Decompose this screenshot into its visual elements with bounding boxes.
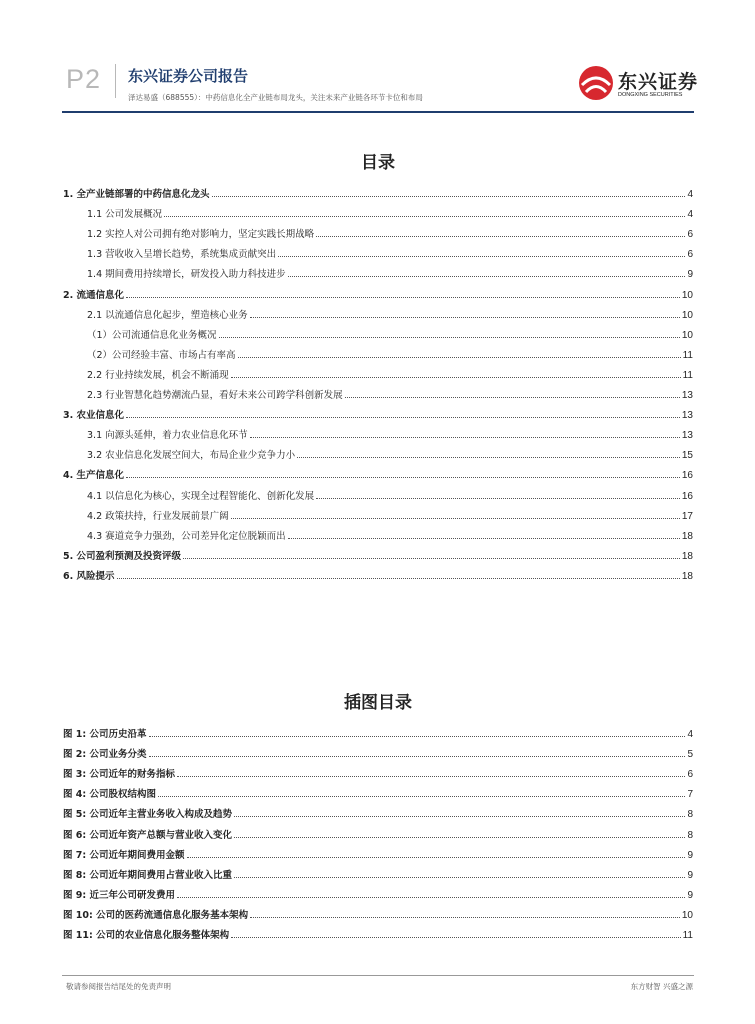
figure-entry-page: 10 [681, 909, 693, 921]
dot-leader [149, 756, 686, 757]
figure-entry-page: 11 [682, 930, 693, 942]
dot-leader [345, 397, 680, 398]
dot-leader [231, 518, 680, 519]
toc-entry-page: 10 [681, 289, 693, 301]
figure-entry[interactable] [63, 740, 693, 760]
toc-entry[interactable] [63, 522, 693, 542]
figure-entry[interactable] [63, 720, 693, 740]
toc-entry[interactable] [63, 341, 693, 361]
logo-text-en: DONGXING SECURITIES [618, 92, 683, 98]
figure-entry-label: 图 6: 公司近年资产总额与营业收入变化 [63, 829, 233, 841]
dot-leader [316, 236, 685, 237]
toc-entry[interactable] [63, 321, 693, 341]
figure-entry-label: 图 3: 公司近年的财务指标 [63, 769, 176, 781]
toc-entry[interactable] [63, 240, 693, 260]
dot-leader [250, 437, 680, 438]
dot-leader [117, 578, 680, 579]
dot-leader [234, 837, 685, 838]
toc-entry[interactable] [63, 200, 693, 220]
figure-entry-label: 图 9: 近三年公司研发费用 [63, 889, 176, 901]
table-of-contents [63, 180, 693, 582]
toc-entry-page: 4 [687, 209, 693, 221]
figure-entry[interactable] [63, 841, 693, 861]
toc-entry-label: 4.3 赛道竞争力强劲，公司差异化定位脱颖而出 [87, 530, 286, 542]
dot-leader [231, 937, 680, 938]
toc-entry-label: 2. 流通信息化 [63, 289, 125, 301]
toc-heading: 目录 [361, 153, 395, 173]
figure-entry[interactable] [63, 760, 693, 780]
toc-entry-label: 2.3 行业智慧化趋势潮流凸显，看好未来公司跨学科创新发展 [87, 390, 343, 402]
toc-entry-page: 15 [681, 450, 693, 462]
toc-entry-label: 3.1 向源头延伸，着力农业信息化环节 [87, 430, 248, 442]
dot-leader [126, 417, 680, 418]
figure-entry-label: 图 7: 公司近年期间费用金额 [63, 849, 185, 861]
toc-entry-label: 3. 农业信息化 [63, 410, 125, 422]
toc-entry-page: 6 [687, 229, 693, 241]
toc-entry[interactable] [63, 260, 693, 280]
toc-entry-label: 1. 全产业链部署的中药信息化龙头 [63, 189, 210, 201]
figure-entry-label: 图 11: 公司的农业信息化服务整体架构 [63, 930, 230, 942]
toc-entry-label: 5. 公司盈利预测及投资评级 [63, 550, 182, 562]
toc-entry-page: 9 [687, 269, 693, 281]
dot-leader [212, 196, 686, 197]
dot-leader [288, 538, 680, 539]
toc-entry-page: 18 [681, 530, 693, 542]
toc-entry-label: 1.3 营收收入呈增长趋势，系统集成贡献突出 [87, 249, 277, 261]
dot-leader [238, 357, 681, 358]
company-logo [578, 65, 698, 105]
dot-leader [316, 498, 680, 499]
logo-text: 东兴证券 [618, 71, 699, 93]
toc-entry[interactable] [63, 502, 693, 522]
figure-entry-label: 图 4: 公司股权结构图 [63, 789, 157, 801]
toc-entry-label: 3.2 农业信息化发展空间大，布局企业少竞争力小 [87, 450, 296, 462]
toc-entry-page: 10 [681, 329, 693, 341]
toc-entry-label: 1.1 公司发展概况 [87, 209, 163, 221]
toc-entry[interactable] [63, 180, 693, 200]
toc-entry-label: 6. 风险提示 [63, 570, 115, 582]
toc-entry-page: 17 [681, 510, 693, 522]
toc-entry-label: （2）公司经验丰富、市场占有率高 [87, 349, 236, 361]
dot-leader [234, 877, 685, 878]
figure-entry-label: 图 2: 公司业务分类 [63, 749, 147, 761]
figure-entry-page: 8 [687, 829, 693, 841]
logo-mark-icon [578, 65, 614, 101]
toc-entry-page: 16 [681, 490, 693, 502]
page-number: P2 [66, 64, 102, 94]
figure-entry[interactable] [63, 800, 693, 820]
footer-rule [62, 975, 694, 976]
figure-entry[interactable] [63, 901, 693, 921]
figure-list [63, 720, 693, 941]
figure-entry-page: 9 [687, 889, 693, 901]
toc-entry-label: 1.2 实控人对公司拥有绝对影响力，坚定实践长期战略 [87, 229, 315, 241]
dot-leader [250, 917, 680, 918]
header-separator [115, 64, 116, 98]
dot-leader [288, 276, 686, 277]
figure-entry[interactable] [63, 921, 693, 941]
figure-entry-label: 图 1: 公司历史沿革 [63, 729, 147, 741]
figure-entry-label: 图 5: 公司近年主营业务收入构成及趋势 [63, 809, 233, 821]
dot-leader [177, 776, 685, 777]
toc-entry-page: 10 [681, 309, 693, 321]
toc-entry-label: 4.1 以信息化为核心，实现全过程智能化、创新化发展 [87, 490, 315, 502]
header-rule [62, 111, 694, 113]
toc-entry-label: 4. 生产信息化 [63, 470, 125, 482]
toc-entry[interactable] [63, 421, 693, 441]
dot-leader [164, 216, 685, 217]
toc-entry[interactable] [63, 441, 693, 461]
toc-entry-label: 2.1 以流通信息化起步，塑造核心业务 [87, 309, 248, 321]
dot-leader [250, 317, 680, 318]
figure-entry-label: 图 8: 公司近年期间费用占营业收入比重 [63, 869, 233, 881]
dot-leader [183, 558, 680, 559]
toc-entry-page: 13 [681, 410, 693, 422]
figure-entry[interactable] [63, 881, 693, 901]
figure-entry-label: 图 10: 公司的医药流通信息化服务基本架构 [63, 909, 249, 921]
toc-entry-page: 13 [681, 430, 693, 442]
figure-entry-page: 5 [687, 749, 693, 761]
figure-entry-page: 4 [687, 729, 693, 741]
toc-entry[interactable] [63, 562, 693, 582]
toc-entry[interactable] [63, 481, 693, 501]
footer-slogan: 东方财智 兴盛之源 [630, 982, 693, 991]
toc-entry-label: 1.4 期间费用持续增长，研发投入助力科技进步 [87, 269, 286, 281]
figure-entry-page: 8 [687, 809, 693, 821]
figure-entry[interactable] [63, 780, 693, 800]
toc-entry-page: 13 [681, 390, 693, 402]
toc-entry-label: 4.2 政策扶持，行业发展前景广阔 [87, 510, 229, 522]
toc-entry[interactable] [63, 381, 693, 401]
dot-leader [158, 796, 685, 797]
toc-entry[interactable] [63, 220, 693, 240]
toc-entry-page: 11 [682, 349, 693, 361]
report-title: 东兴证券公司报告 [128, 67, 249, 85]
dot-leader [231, 377, 681, 378]
toc-entry[interactable] [63, 542, 693, 562]
dot-leader [297, 457, 680, 458]
dot-leader [234, 816, 685, 817]
toc-entry-page: 11 [682, 369, 693, 381]
toc-entry-page: 16 [681, 470, 693, 482]
report-subtitle: 泽达易盛（688555）：中药信息化全产业链布局龙头，关注未来产业链各环节卡位和布局 [128, 93, 423, 102]
toc-entry-label: （1）公司流通信息化业务概况 [87, 329, 217, 341]
toc-entry[interactable] [63, 401, 693, 421]
toc-entry-page: 6 [687, 249, 693, 261]
figure-entry-page: 9 [687, 869, 693, 881]
toc-entry[interactable] [63, 301, 693, 321]
dot-leader [278, 256, 685, 257]
figures-heading: 插图目录 [344, 693, 412, 713]
dot-leader [126, 477, 680, 478]
toc-entry[interactable] [63, 461, 693, 481]
figure-entry[interactable] [63, 861, 693, 881]
dot-leader [187, 857, 686, 858]
footer-disclaimer: 敬请参阅报告结尾处的免责声明 [66, 982, 171, 991]
dot-leader [126, 297, 680, 298]
figure-entry-page: 9 [687, 849, 693, 861]
toc-entry-page: 18 [681, 570, 693, 582]
figure-entry-page: 7 [687, 789, 693, 801]
dot-leader [149, 736, 686, 737]
toc-entry[interactable] [63, 361, 693, 381]
dot-leader [219, 337, 680, 338]
toc-entry[interactable] [63, 280, 693, 300]
figure-entry[interactable] [63, 820, 693, 840]
figure-entry-page: 6 [687, 769, 693, 781]
toc-entry-page: 4 [687, 189, 693, 201]
toc-entry-label: 2.2 行业持续发展，机会不断涌现 [87, 369, 229, 381]
dot-leader [177, 897, 685, 898]
toc-entry-page: 18 [681, 550, 693, 562]
